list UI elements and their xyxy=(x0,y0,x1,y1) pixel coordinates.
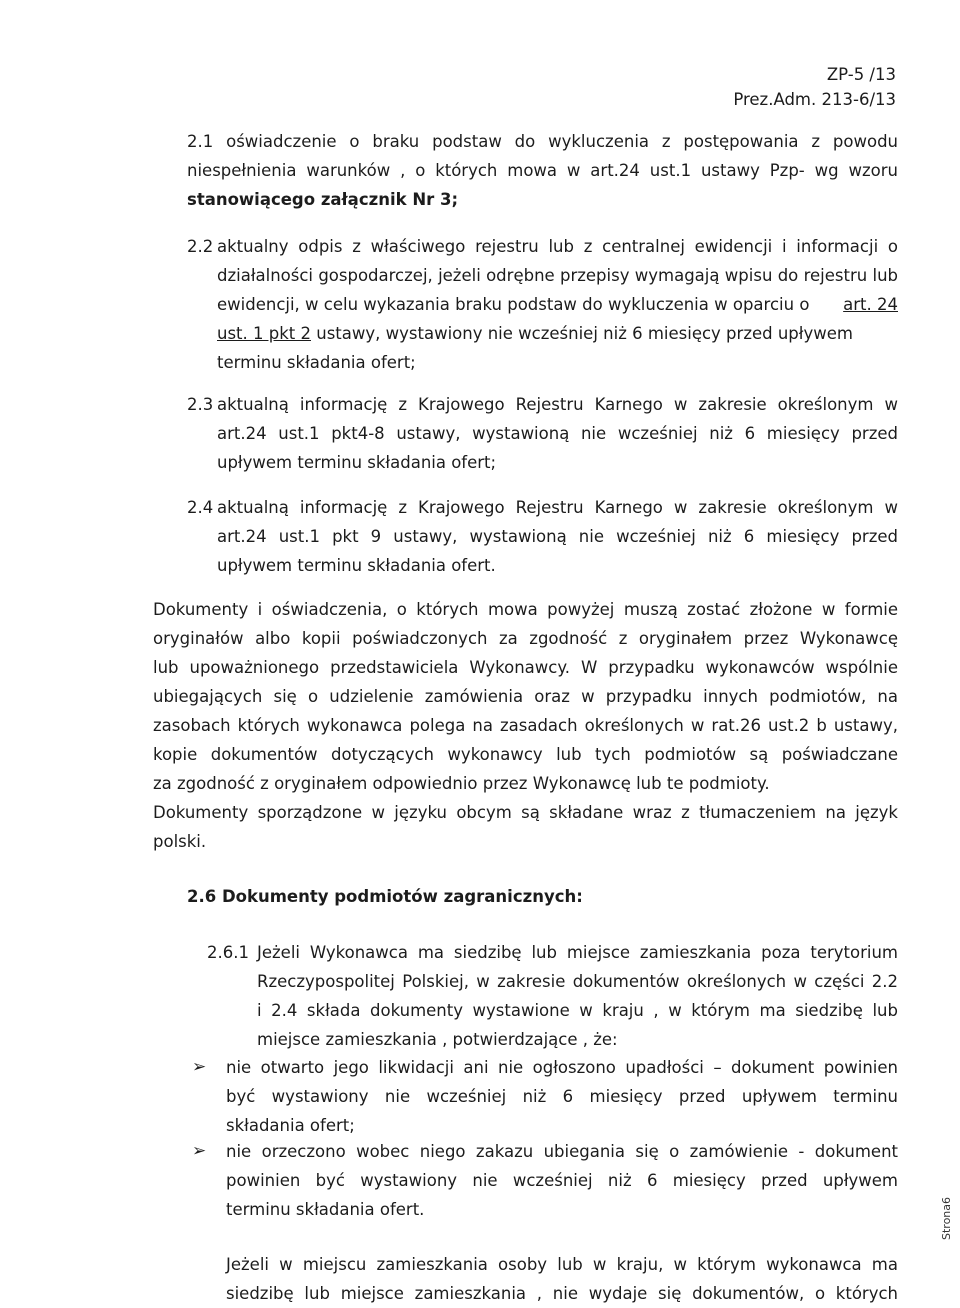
bullet-line: nie otwarto jego likwidacji ani nie ogłoszono upadłości – dokument powinien xyxy=(226,1058,898,1077)
paragraph-foreign xyxy=(226,1250,898,1308)
item-2-3-line: aktualną informację z Krajowego Rejestru Karnego w zakresie określonym w xyxy=(217,395,898,414)
item-number: 2.6.1 xyxy=(207,943,249,962)
item-number: 2.3 xyxy=(187,395,214,414)
item-2-3-line: art.24 ust.1 pkt4-8 ustawy, wystawioną nie wcześniej niż 6 miesięcy przed xyxy=(217,424,898,443)
paragraph-reference: ust. 1 pkt 2 xyxy=(217,324,311,343)
bullet-line: nie orzeczono wobec niego zakazu ubiegania się o zamówienie - dokument xyxy=(226,1142,898,1161)
item-number: 2.2 xyxy=(187,237,214,256)
paragraph-line: oryginałów albo kopii poświadczonych za zgodność z oryginałem przez Wykonawcę xyxy=(153,629,898,648)
item-2-4-line: upływem terminu składania ofert. xyxy=(217,556,496,575)
section-heading: 2.6 Dokumenty podmiotów zagranicznych: xyxy=(187,887,583,906)
bullet-line: być wystawiony nie wcześniej niż 6 miesięcy przed upływem terminu xyxy=(226,1087,898,1106)
item-2-1-line: niespełnienia warunków , o których mowa w art.24 ust.1 ustawy Pzp- wg wzoru xyxy=(187,161,898,180)
paragraph-line: Dokumenty sporządzone w języku obcym są składane wraz z tłumaczeniem na język xyxy=(153,803,898,822)
reference-number: Prez.Adm. 213-6/13 xyxy=(733,90,896,109)
paragraph-line: siedzibę lub miejsce zamieszkania , nie wydaje się dokumentów, o których xyxy=(226,1284,898,1303)
item-2-1-line: 2.1 oświadczenie o braku podstaw do wykluczenia z postępowania z powodu xyxy=(187,132,898,151)
item-2-2-line: ust. 1 pkt 2 ustawy, wystawiony nie wcześniej niż 6 miesięcy przed upływem xyxy=(217,324,853,343)
item-2-3 xyxy=(187,390,898,477)
item-2-2-line: terminu składania ofert; xyxy=(217,353,416,372)
bullet-line: terminu składania ofert. xyxy=(226,1200,425,1219)
item-2-6-1-line: miejsce zamieszkania , potwierdzające , że: xyxy=(257,1030,618,1049)
bullet-line: powinien być wystawiony nie wcześniej niż 6 miesięcy przed upływem xyxy=(226,1171,898,1190)
paragraph-line: lub upoważnionego przedstawiciela Wykonawcy. W przypadku wykonawców wspólnie xyxy=(153,658,898,677)
item-2-2-line: ewidencji, w celu wykazania braku podstaw do wykluczenia w oparciu o art. 24 xyxy=(217,290,898,319)
item-2-4-line: aktualną informację z Krajowego Rejestru Karnego w zakresie określonym w xyxy=(217,498,898,517)
item-2-2-line: działalności gospodarczej, jeżeli odrębne przepisy wymagają wpisu do rejestru lub xyxy=(217,266,898,285)
paragraph-documents xyxy=(153,595,898,856)
item-2-6-1-line: i 2.4 składa dokumenty wystawione w kraju , w którym ma siedzibę lub xyxy=(257,1001,898,1020)
paragraph-line: za zgodność z oryginałem odpowiednio przez Wykonawcę lub te podmioty. xyxy=(153,774,770,793)
paragraph-line: Jeżeli w miejscu zamieszkania osoby lub w kraju, w którym wykonawca ma xyxy=(226,1255,898,1274)
item-2-6-1-line: Jeżeli Wykonawca ma siedzibę lub miejsce zamieszkania poza terytorium xyxy=(257,943,898,962)
item-2-4 xyxy=(187,493,898,580)
paragraph-line: polski. xyxy=(153,832,207,851)
item-2-1 xyxy=(187,127,898,214)
item-2-2-line: aktualny odpis z właściwego rejestru lub z centralnej ewidencji i informacji o xyxy=(217,237,898,256)
article-reference: art. 24 xyxy=(843,295,898,314)
bullet-item xyxy=(192,1053,898,1140)
document-header xyxy=(733,62,896,112)
item-number: 2.4 xyxy=(187,498,214,517)
bullet-item xyxy=(192,1137,898,1224)
item-2-1-line-bold: stanowiącego załącznik Nr 3; xyxy=(187,190,459,209)
bullet-line: składania ofert; xyxy=(226,1116,355,1135)
arrow-bullet-icon: ➢ xyxy=(192,1141,207,1161)
item-2-6-1-line: Rzeczypospolitej Polskiej, w zakresie dokumentów określonych w części 2.2 xyxy=(257,972,898,991)
item-2-6-1 xyxy=(207,938,898,1054)
document-number: ZP-5 /13 xyxy=(826,65,896,84)
paragraph-line: Dokumenty i oświadczenia, o których mowa powyżej muszą zostać złożone w formie xyxy=(153,600,898,619)
item-2-4-line: art.24 ust.1 pkt 9 ustawy, wystawioną nie wcześniej niż 6 miesięcy przed xyxy=(217,527,898,546)
page-number-label: Strona6 xyxy=(940,1196,953,1240)
paragraph-line: ubiegających się o udzielenie zamówienia oraz w przypadku innych podmiotów, na xyxy=(153,687,898,706)
arrow-bullet-icon: ➢ xyxy=(192,1057,207,1077)
item-2-2 xyxy=(187,232,898,377)
paragraph-line: kopie dokumentów dotyczących wykonawcy lub tych podmiotów są poświadczane xyxy=(153,745,898,764)
paragraph-line: zasobach których wykonawca polega na zasadach określonych w rat.26 ust.2 b ustawy, xyxy=(153,716,898,735)
item-2-3-line: upływem terminu składania ofert; xyxy=(217,453,497,472)
